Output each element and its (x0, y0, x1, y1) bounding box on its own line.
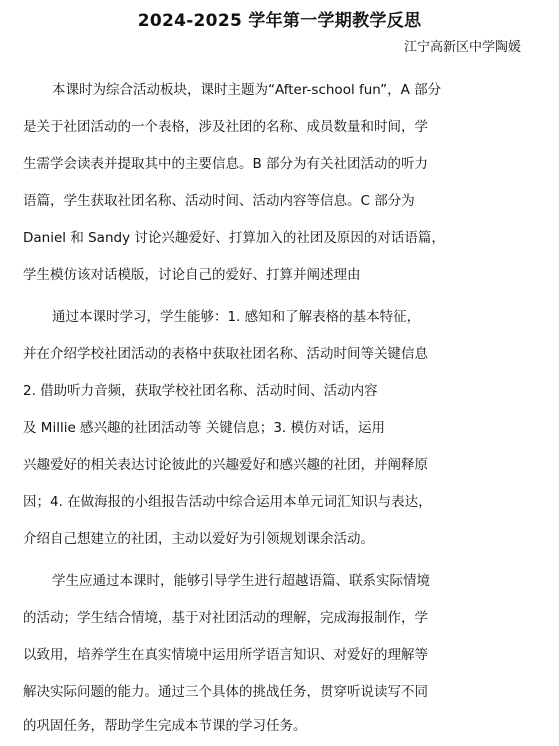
paragraph-3-line-2: 的活动；学生结合情境，基于对社团活动的理解，完成海报制作，学 (23, 610, 428, 626)
paragraph-1-line-4: 语篇，学生获取社团名称、活动时间、活动内容等信息。C 部分为 (23, 193, 415, 209)
paragraph-1-line-6: 学生模仿该对话模版，讨论自己的爱好、打算并阐述理由 (23, 267, 361, 283)
paragraph-2-line-7: 介绍自己想建立的社团，主动以爱好为引领规划课余活动。 (23, 531, 374, 547)
paragraph-2-line-5: 兴趣爱好的相关表达讨论彼此的兴趣爱好和感兴趣的社团，并阐释原 (23, 457, 428, 473)
paragraph-3-line-4: 解决实际问题的能力。通过三个具体的挑战任务，贯穿听说读写不同 (23, 684, 428, 700)
paragraph-2-line-3: 2. 借助听力音频，获取学校社团名称、活动时间、活动内容 (23, 383, 378, 399)
paragraph-3-line-1: 学生应通过本课时，能够引导学生进行超越语篇、联系实际情境 (52, 573, 430, 589)
paragraph-1-line-3: 生需学会读表并提取其中的主要信息。B 部分为有关社团活动的听力 (23, 156, 429, 172)
paragraph-1-line-1: 本课时为综合活动板块，课时主题为“After-school fun”，A 部分 (52, 82, 442, 98)
paragraph-1-line-2: 是关于社团活动的一个表格，涉及社团的名称、成员数量和时间，学 (23, 119, 428, 135)
paragraph-3-line-5: 的巩固任务，帮助学生完成本节课的学习任务。 (23, 718, 307, 734)
paragraph-2-line-2: 并在介绍学校社团活动的表格中获取社团名称、活动时间等关键信息 (23, 346, 428, 362)
paragraph-2-line-1: 通过本课时学习，学生能够：1. 感知和了解表格的基本特征， (52, 309, 421, 325)
paragraph-2-line-6: 因；4. 在做海报的小组报告活动中综合运用本单元词汇知识与表达， (23, 494, 432, 510)
paragraph-2-line-4: 及 Millie 感兴趣的社团活动等 关键信息；3. 模仿对话，运用 (23, 420, 386, 436)
document-author: 江宁高新区中学陶媛 (403, 40, 521, 55)
paragraph-1-line-5: Daniel 和 Sandy 讨论兴趣爱好、打算加入的社团及原因的对话语篇， (23, 230, 445, 246)
document-title: 2024-2025 学年第一学期教学反思 (137, 11, 422, 31)
paragraph-3-line-3: 以致用，培养学生在真实情境中运用所学语言知识、对爱好的理解等 (23, 647, 428, 663)
